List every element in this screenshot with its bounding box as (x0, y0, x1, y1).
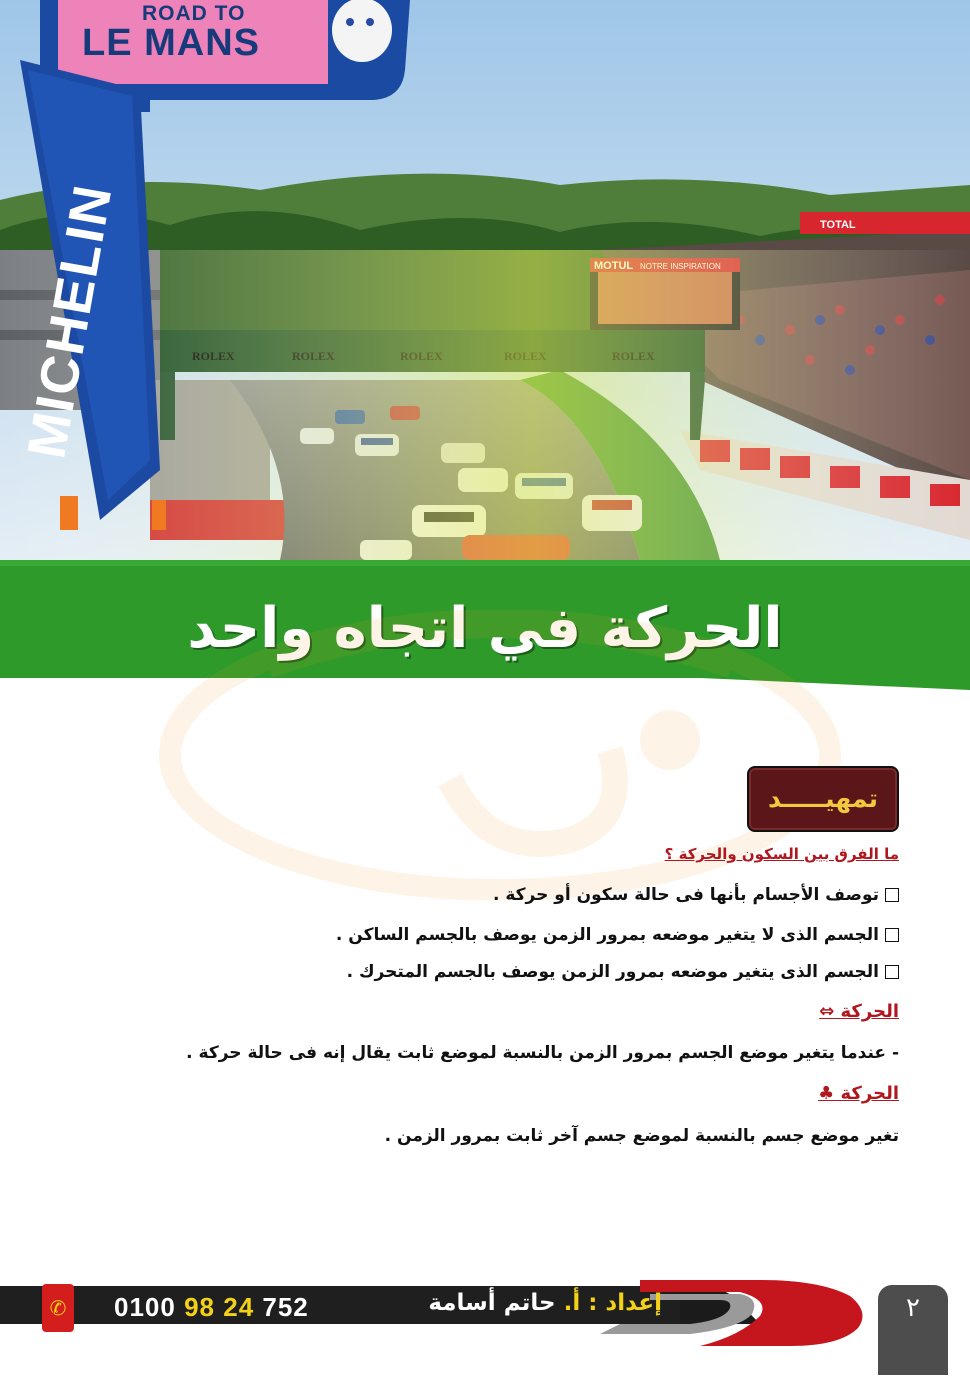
phone-part: 24 (223, 1292, 255, 1322)
section-label-box (747, 766, 899, 832)
phone-icon: ✆ (49, 1296, 67, 1320)
author-name: حاتم أسامة (428, 1290, 556, 1316)
motion-heading-text: الحركة (840, 1001, 899, 1022)
phone-part: 752 (262, 1292, 309, 1322)
chapter-title: الحركة في اتجاه واحد (187, 596, 783, 661)
motion-heading-2 (818, 1083, 899, 1104)
point-item (493, 885, 899, 905)
pillar-text: MICHELIN (16, 179, 124, 463)
hero-photo (0, 0, 970, 560)
point-text: توصف الأجسام بأنها فى حالة سكون أو حركة . (492, 885, 879, 905)
checkbox-icon (885, 888, 899, 902)
phone-number[interactable] (114, 1292, 309, 1323)
sign-top-text: ROAD TO (142, 2, 246, 25)
phone-part: 0100 (114, 1292, 176, 1322)
point-text: الجسم الذى لا يتغير موضعه بمرور الزمن يوصف بالجسم الساكن . (335, 925, 879, 945)
motion-heading-1 (819, 1001, 899, 1022)
question-heading: ما الفرق بين السكون والحركة ؟ (664, 845, 899, 863)
author-credit (372, 1290, 662, 1316)
club-icon: ♣ (818, 1083, 835, 1104)
double-arrow-icon: ⇔ (819, 1001, 835, 1022)
checkbox-icon (885, 965, 899, 979)
point-item (336, 925, 899, 945)
point-item (347, 962, 899, 982)
sign-bottom-text: LE MANS (82, 22, 260, 64)
stand-sign-text: TOTAL (820, 219, 856, 231)
page-number: ٢ (878, 1285, 948, 1375)
checkbox-icon (885, 928, 899, 942)
section-label: تمهيـــــد (767, 784, 879, 813)
race-track-illustration (0, 0, 970, 560)
motion-text-2: تغير موضع جسم بالنسبة لموضع جسم آخر ثابت بمرور الزمن . (384, 1126, 899, 1146)
author-label: إعداد : أ. (563, 1290, 662, 1316)
phone-part: 98 (184, 1292, 215, 1322)
point-text: الجسم الذى يتغير موضعه بمرور الزمن يوصف بالجسم المتحرك . (346, 962, 879, 982)
motion-text-1: - عندما يتغير موضع الجسم بمرور الزمن بالنسبة لموضع ثابت يقال إنه فى حالة حركة . (186, 1043, 899, 1063)
motion-heading-text: الحركة (840, 1083, 899, 1104)
